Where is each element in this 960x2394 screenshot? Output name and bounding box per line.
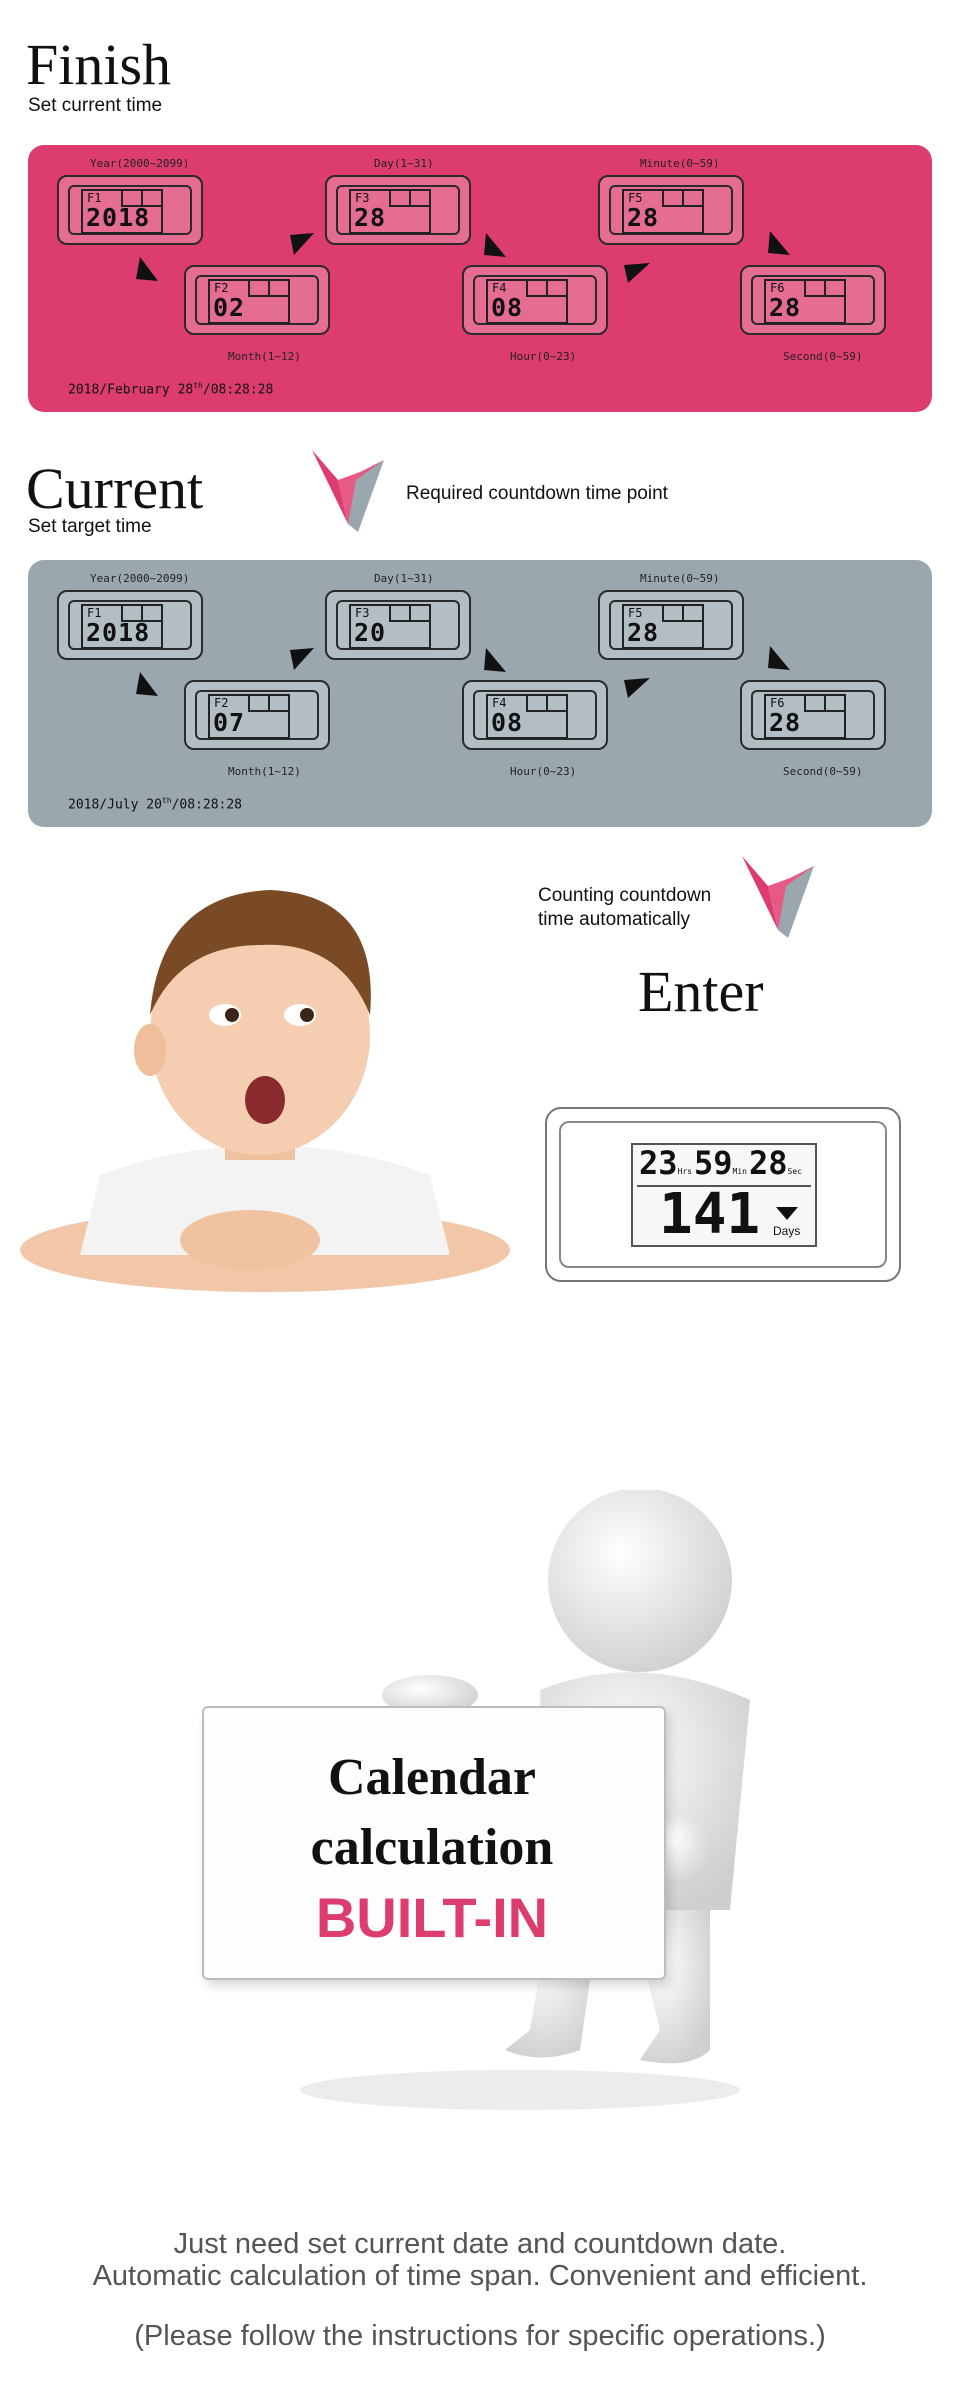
- arrow-icon: [624, 678, 650, 698]
- arrow-icon: [290, 648, 314, 670]
- lcd-code: F5: [628, 606, 643, 620]
- lcd-code: F2: [214, 281, 229, 295]
- minutes-value: 59: [693, 1144, 733, 1182]
- triangle-down-icon: [776, 1207, 798, 1221]
- finish-date: 2018/February 28th/08:28:28: [68, 381, 274, 398]
- auto-countdown-text: Counting countdown time automatically: [538, 885, 712, 930]
- sign-line2: calculation: [310, 1819, 554, 1876]
- flow-arrows: [28, 560, 932, 827]
- month-label: Month(1~12): [228, 765, 301, 778]
- countdown-screen: [631, 1143, 817, 1247]
- arrow-icon: [290, 233, 314, 255]
- surprised-child-illustration: [10, 845, 520, 1300]
- countdown-point-text: Required countdown time point: [406, 483, 668, 504]
- current-date: 2018/July 20th/08:28:28: [68, 796, 243, 813]
- down-chevron-icon: [308, 450, 384, 532]
- lcd-value: 07: [213, 708, 246, 737]
- finish-title: Finish: [26, 32, 172, 97]
- seconds-value: 28: [748, 1144, 788, 1182]
- lcd-code: F3: [355, 606, 370, 620]
- lcd-code: F2: [214, 696, 229, 710]
- lcd-code: F4: [492, 696, 507, 710]
- enter-title: Enter: [638, 959, 764, 1024]
- minute-label: Minute(0~59): [640, 572, 720, 585]
- lcd-value: 28: [627, 203, 660, 232]
- lcd-value: 08: [491, 293, 524, 322]
- hours-unit: Hrs: [677, 1167, 692, 1176]
- arrow-icon: [136, 672, 158, 696]
- current-title: Current: [26, 456, 204, 521]
- seconds-unit: Sec: [787, 1167, 802, 1176]
- lcd-value: 28: [627, 618, 660, 647]
- arrow-icon: [484, 233, 506, 257]
- countdown-device: [545, 1107, 901, 1282]
- lcd-value: 08: [491, 708, 524, 737]
- footer-line1: Just need set current date and countdown date.: [173, 2228, 787, 2260]
- lcd-code: F1: [87, 606, 102, 620]
- finish-panel: [28, 145, 932, 412]
- flow-arrows: [28, 145, 932, 412]
- sign-line3: BUILT-IN: [315, 1886, 549, 1949]
- second-label: Second(0~59): [783, 350, 863, 363]
- finish-subtitle: Set current time: [28, 95, 163, 116]
- month-label: Month(1~12): [228, 350, 301, 363]
- lcd-value: 28: [769, 293, 802, 322]
- lcd-code: F3: [355, 191, 370, 205]
- footer-line2: Automatic calculation of time span. Convenient and efficient.: [92, 2260, 868, 2292]
- lcd-value: 28: [769, 708, 802, 737]
- lcd-value: 2018: [86, 618, 151, 647]
- current-panel: [28, 560, 932, 827]
- arrow-icon: [624, 263, 650, 283]
- footer-line3: (Please follow the instructions for specific operations.): [134, 2320, 826, 2352]
- lcd-value: 02: [213, 293, 246, 322]
- lcd-code: F5: [628, 191, 643, 205]
- minute-label: Minute(0~59): [640, 157, 720, 170]
- hour-label: Hour(0~23): [510, 765, 577, 778]
- arrow-icon: [484, 648, 506, 672]
- lcd-value: 20: [354, 618, 387, 647]
- lcd-value: 2018: [86, 203, 151, 232]
- day-label: Day(1~31): [374, 572, 434, 585]
- days-unit: Days: [773, 1224, 801, 1238]
- down-chevron-icon: [738, 856, 814, 938]
- year-label: Year(2000~2099): [90, 572, 190, 585]
- day-label: Day(1~31): [374, 157, 434, 170]
- lcd-value: 28: [354, 203, 387, 232]
- arrow-icon: [768, 646, 790, 670]
- lcd-code: F4: [492, 281, 507, 295]
- hours-value: 23: [639, 1144, 678, 1182]
- lcd-code: F6: [770, 696, 785, 710]
- arrow-icon: [136, 257, 158, 281]
- sign-line1: Calendar: [328, 1749, 536, 1806]
- arrow-icon: [768, 231, 790, 255]
- current-subtitle: Set target time: [28, 516, 152, 537]
- days-value: 141: [659, 1182, 761, 1247]
- lcd-code: F6: [770, 281, 785, 295]
- year-label: Year(2000~2099): [90, 157, 190, 170]
- minutes-unit: Min: [732, 1167, 747, 1176]
- hour-label: Hour(0~23): [510, 350, 577, 363]
- second-label: Second(0~59): [783, 765, 863, 778]
- lcd-code: F1: [87, 191, 102, 205]
